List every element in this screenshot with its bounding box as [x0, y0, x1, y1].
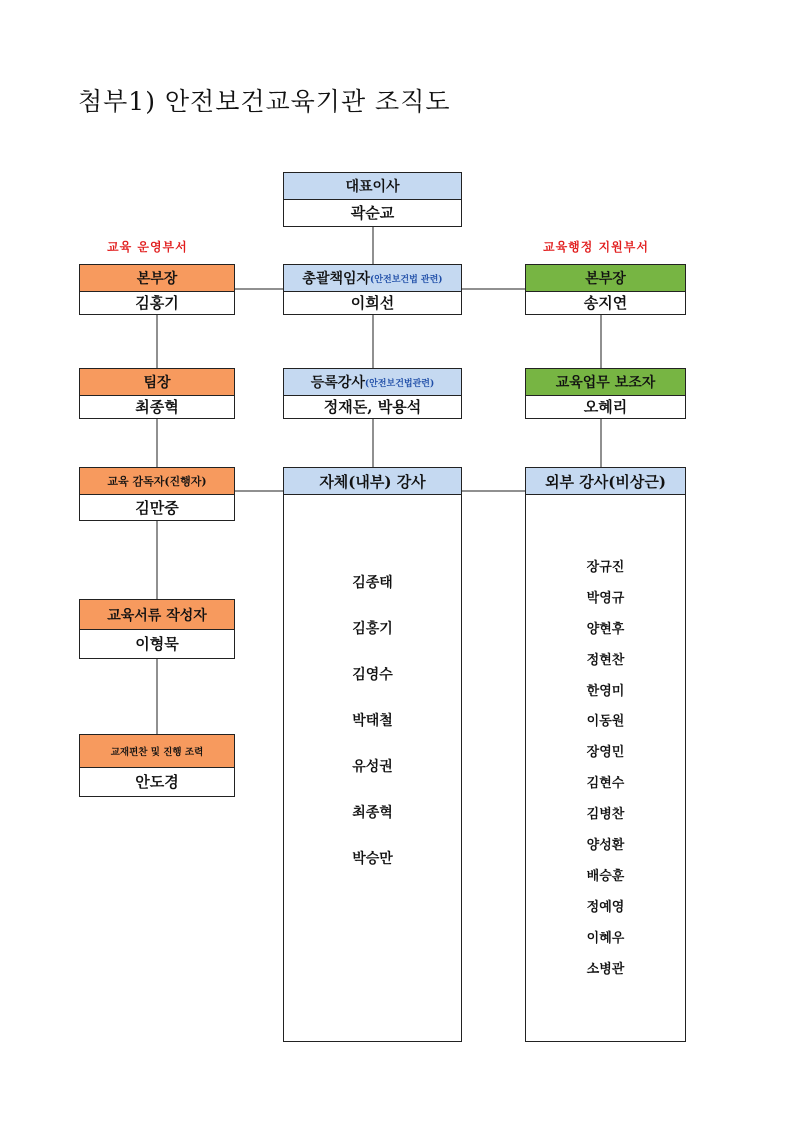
external-instructor-name: 박영규 [586, 590, 625, 606]
ceo-title: 대표이사 [284, 173, 461, 200]
external-instructor-name: 양현후 [586, 621, 625, 637]
external-instructor-name: 김병찬 [586, 807, 625, 823]
registered-instructor-note: (안전보건법관련) [364, 378, 435, 389]
internal-instructor-name: 김홍기 [352, 621, 393, 637]
internal-instructors-box [283, 467, 462, 1042]
material-editor-box [79, 734, 235, 797]
team-leader-title: 팀장 [80, 369, 234, 396]
admin-assistant-title: 교육업무 보조자 [526, 369, 685, 396]
external-instructor-name: 정현찬 [586, 652, 625, 668]
admin-assistant-name: 오혜리 [583, 398, 628, 416]
external-instructor-name: 한영미 [586, 683, 625, 699]
right-head-title: 본부장 [526, 265, 685, 292]
internal-instructor-name: 유성권 [352, 759, 393, 775]
right-head-name: 송지연 [583, 294, 628, 312]
ceo-name: 곽순교 [350, 204, 395, 222]
right-head-box [525, 264, 686, 315]
internal-instructors-list [284, 560, 461, 882]
admin-assistant-box [525, 368, 686, 419]
registered-instructor-box [283, 368, 462, 419]
chief-header [284, 265, 461, 292]
chief-box [283, 264, 462, 315]
supervisor-title: 교육 감독자(진행자) [80, 468, 234, 495]
supervisor-name: 김만중 [135, 498, 179, 517]
internal-instructors-title: 자체(내부) 강사 [284, 468, 461, 495]
supervisor-box [79, 467, 235, 521]
internal-instructor-name: 김영수 [352, 667, 393, 683]
registered-instructor-title: 등록강사 [310, 375, 365, 391]
internal-instructor-name: 최종혁 [352, 805, 393, 821]
external-instructor-name: 장규진 [586, 560, 625, 575]
team-leader-box [79, 368, 235, 419]
right-department-label: 교육행정 지원부서 [543, 240, 649, 254]
left-head-box [79, 264, 235, 315]
left-department-label: 교육 운영부서 [107, 240, 188, 254]
external-instructor-name: 정예영 [586, 899, 625, 915]
external-instructor-name: 김현수 [586, 776, 625, 792]
external-instructor-name: 양성환 [586, 838, 625, 854]
doc-writer-box [79, 599, 235, 659]
external-instructor-name: 이동원 [586, 714, 625, 730]
registered-instructor-name: 정재돈, 박용석 [323, 398, 422, 416]
ceo-box [283, 172, 462, 227]
registered-instructor-header [284, 369, 461, 396]
material-editor-name: 안도경 [135, 773, 179, 791]
external-instructors-box [525, 467, 686, 1042]
external-instructor-name: 장영민 [586, 745, 625, 761]
external-instructor-name: 소병관 [586, 961, 625, 977]
internal-instructor-name: 박승만 [352, 851, 393, 867]
doc-writer-name: 이형묵 [135, 635, 179, 653]
left-head-name: 김홍기 [135, 294, 179, 312]
material-editor-title: 교재편찬 및 진행 조력 [80, 735, 234, 768]
page-title: 첨부1) 안전보건교육기관 조직도 [78, 87, 451, 116]
internal-instructor-name: 김종태 [352, 575, 393, 591]
external-instructor-name: 배승훈 [586, 868, 625, 884]
team-leader-name: 최종혁 [135, 398, 179, 416]
doc-writer-title: 교육서류 작성자 [80, 600, 234, 630]
left-head-title: 본부장 [80, 265, 234, 292]
external-instructors-list [526, 553, 685, 985]
internal-instructor-name: 박태철 [352, 713, 393, 729]
chief-name: 이희선 [350, 294, 395, 312]
chief-title: 총괄책임자 [302, 271, 371, 287]
external-instructors-title: 외부 강사(비상근) [526, 468, 685, 495]
chief-note: (안전보건법 관련) [370, 274, 443, 285]
external-instructor-name: 이혜우 [586, 930, 625, 946]
